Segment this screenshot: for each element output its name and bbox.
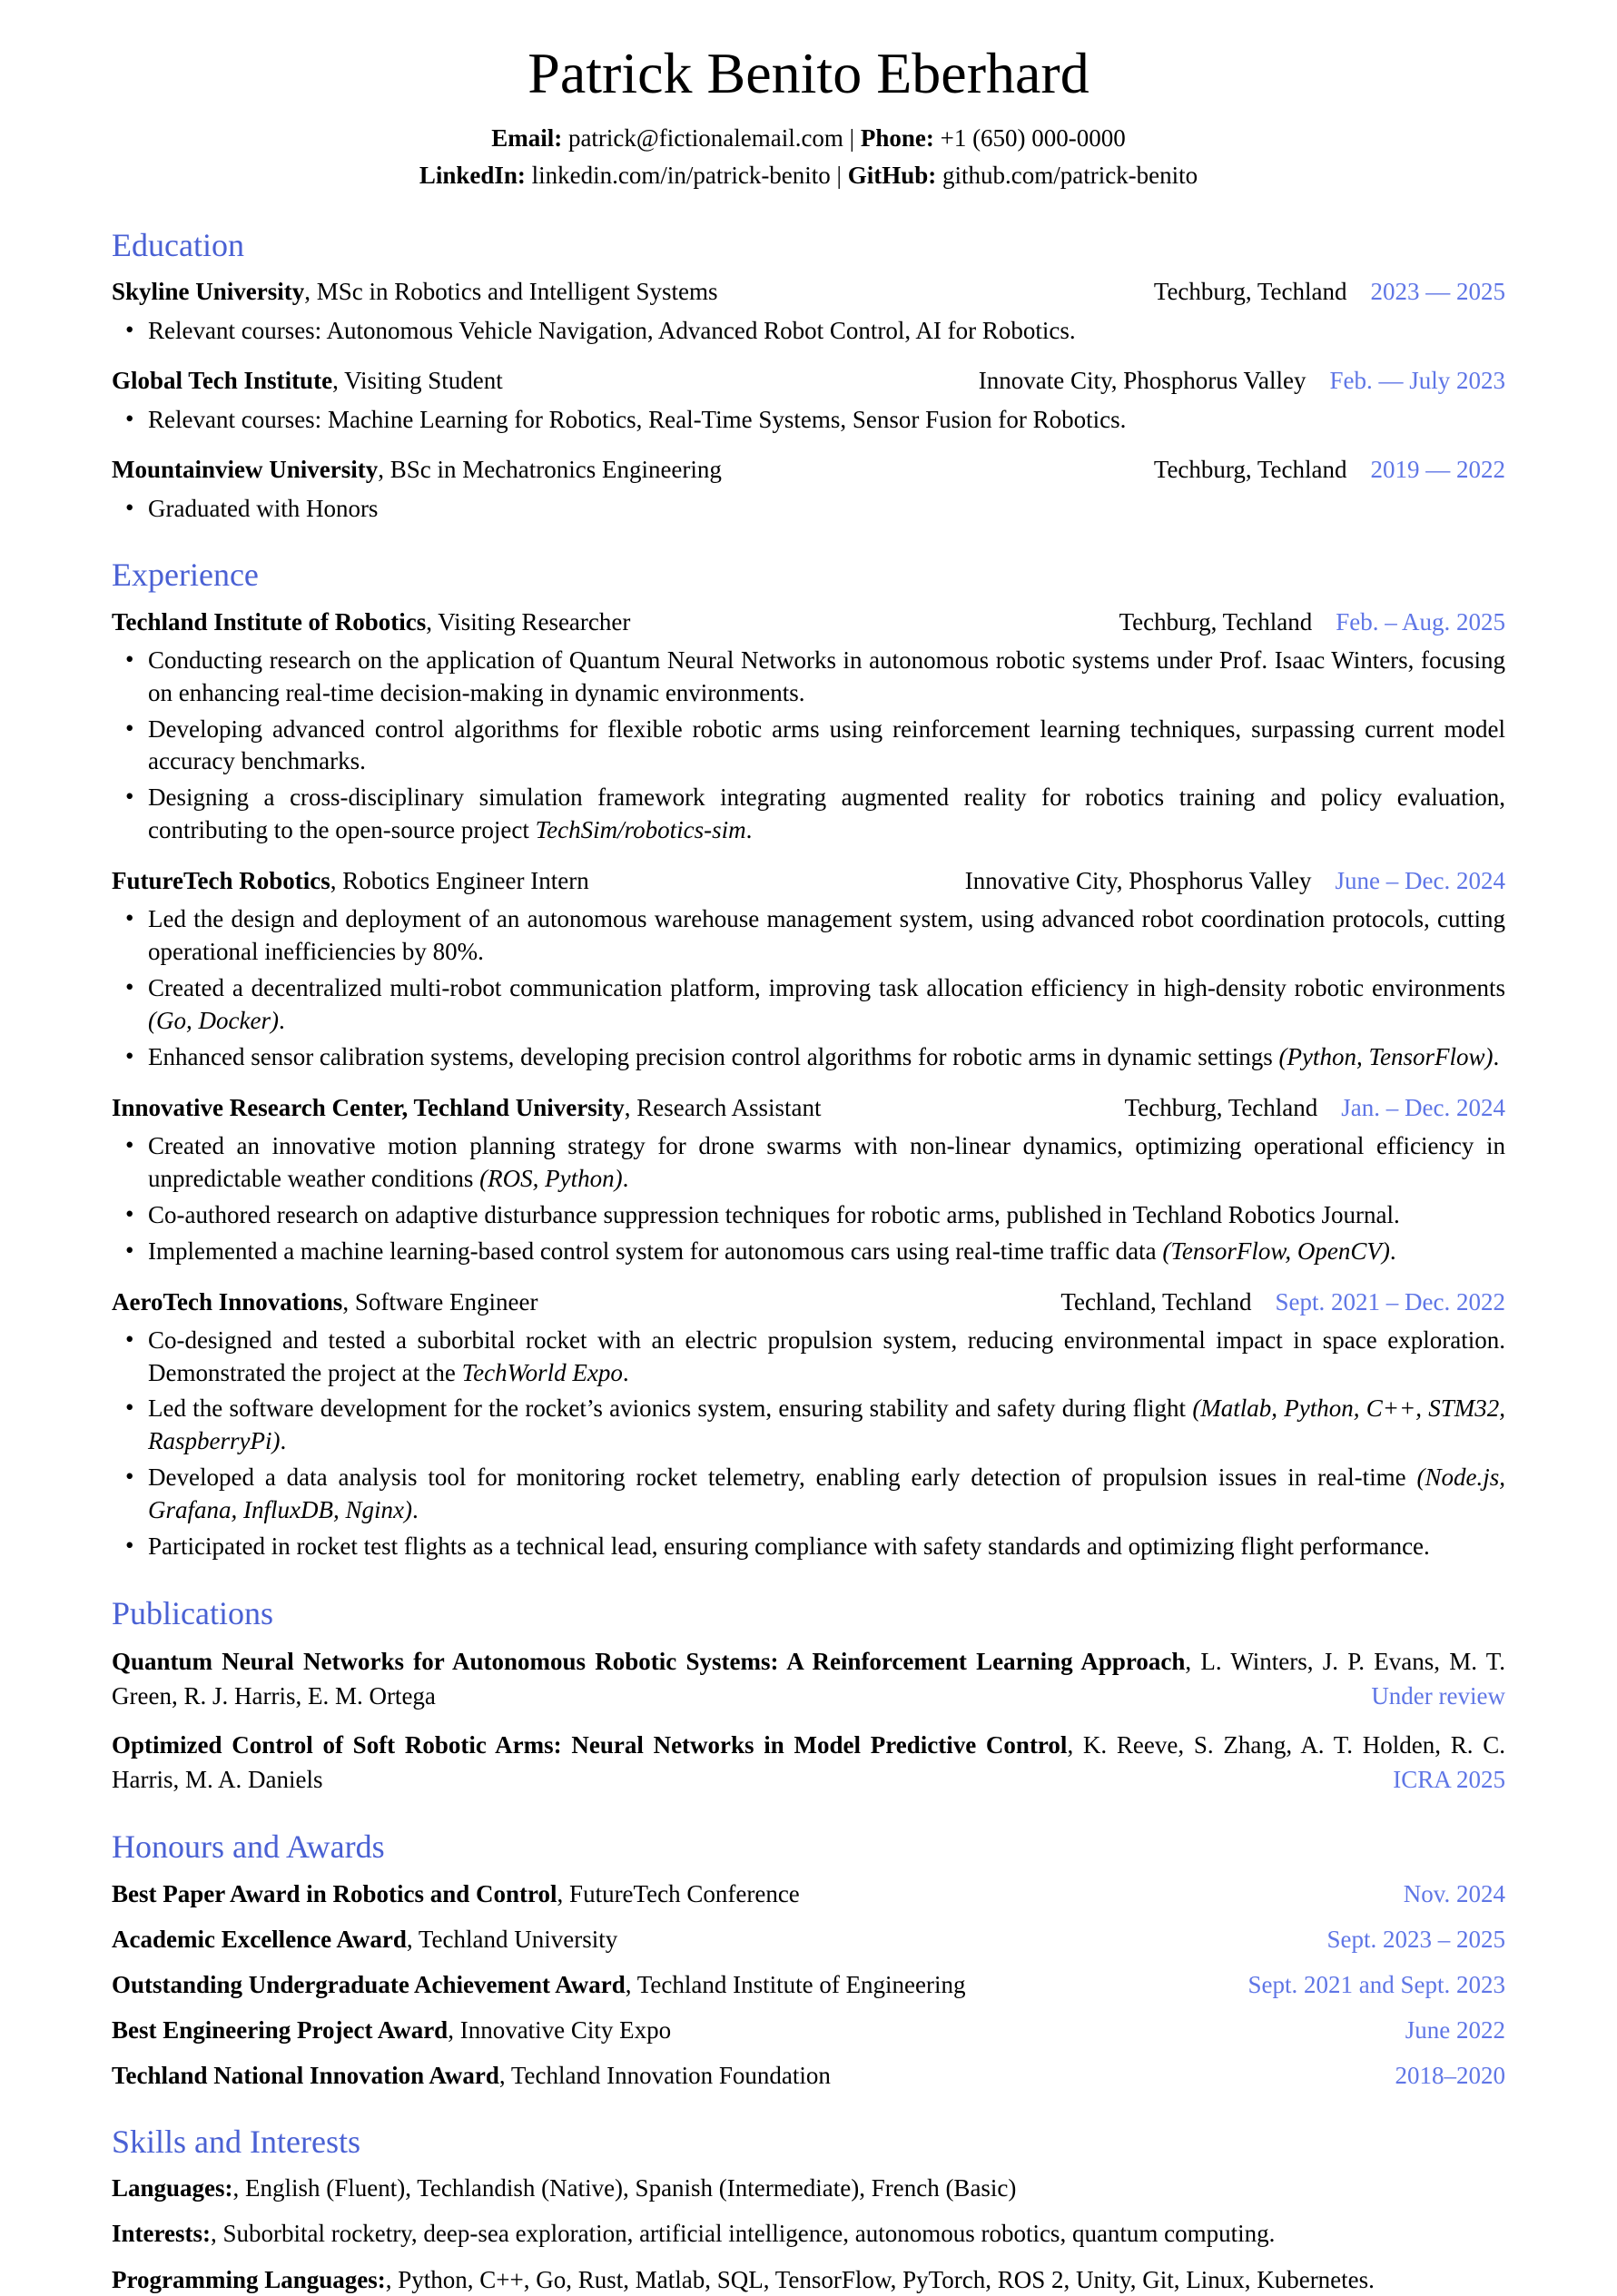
person-name: Patrick Benito Eberhard: [527, 41, 1090, 105]
entry: [112, 365, 1505, 436]
entry: [112, 865, 1505, 1074]
bullet-item: [148, 1325, 1505, 1390]
entry-header: [112, 1092, 1505, 1124]
text: Graduated with Honors: [148, 494, 379, 522]
section-awards: [112, 1828, 1505, 2092]
text: , Research Assistant: [624, 1093, 822, 1121]
bullet-item: [148, 972, 1505, 1038]
entry: [112, 1286, 1505, 1563]
entry: [112, 454, 1505, 525]
text: , Techland Institute of Engineering: [625, 1970, 966, 1998]
bullet-item: [148, 714, 1505, 779]
italic-text: (TensorFlow, OpenCV): [1162, 1237, 1390, 1265]
bullet-list: [112, 315, 1505, 348]
bullet-item: [148, 1393, 1505, 1458]
italic-text: (Matlab, Python, C++, STM32, RaspberryPi): [148, 1394, 1505, 1455]
award-date: Sept. 2021 and Sept. 2023: [1247, 1970, 1505, 1998]
bold-text: Phone:: [860, 123, 934, 152]
section-experience: [112, 556, 1505, 1563]
bullet-item: [148, 1041, 1505, 1074]
text: Created a decentralized multi-robot communication platform, improving task allocation efficiency in high-density robotic environments: [148, 974, 1505, 1002]
bold-text: LinkedIn:: [419, 162, 526, 190]
award-row: [112, 1878, 1505, 1910]
award-title: [112, 1878, 1385, 1910]
entry-header: [112, 365, 1505, 397]
publication: [112, 1644, 1505, 1714]
entry-location: Techburg, Techland: [1153, 456, 1347, 484]
section-publications: [112, 1594, 1505, 1798]
bold-text: Academic Excellence Award: [112, 1925, 407, 1953]
bold-text: Best Engineering Project Award: [112, 2015, 449, 2044]
section-heading-skills: Skills and Interests: [112, 2124, 360, 2161]
award-row: [112, 1924, 1505, 1956]
award-date: Nov. 2024: [1403, 1879, 1505, 1907]
section-skills: [112, 2123, 1505, 2295]
bullet-list: [112, 903, 1505, 1074]
text: Created an innovative motion planning strategy for drone swarms with non-linear dynamics, optimizing operational efficiency in unpredictable weather conditions: [148, 1131, 1505, 1192]
bold-text: Optimized Control of Soft Robotic Arms: Neural Networks in Model Predictive Control: [112, 1730, 1068, 1759]
italic-text: (Go, Docker): [148, 1007, 279, 1034]
entry-meta: [979, 365, 1505, 397]
contact-line-email-phone: [112, 120, 1505, 158]
text: , Innovative City Expo: [448, 2015, 672, 2044]
bullet-item: [148, 645, 1505, 710]
award-title: [112, 1924, 1308, 1956]
award-row: [112, 2060, 1505, 2092]
text: .: [411, 1496, 419, 1524]
award-date: Sept. 2023 – 2025: [1326, 1925, 1505, 1953]
text: , Python, C++, Go, Rust, Matlab, SQL, TensorFlow, PyTorch, ROS 2, Unity, Git, Linux, Kubernetes.: [385, 2265, 1375, 2293]
section-heading-publications: Publications: [112, 1594, 273, 1631]
text: , FutureTech Conference: [557, 1879, 800, 1907]
entry-meta: [965, 865, 1505, 897]
text: Implemented a machine learning-based control system for autonomous cars using real-time traffic data: [148, 1237, 1163, 1265]
bullet-item: [148, 1130, 1505, 1196]
bold-text: Mountainview University: [112, 456, 379, 484]
entry-date: Feb. — July 2023: [1329, 367, 1505, 395]
text: .: [622, 1164, 629, 1192]
text: Conducting research on the application of Quantum Neural Networks in autonomous robotic systems under Prof. Isaac Winters, focusing on enhancing real-time decision-making in dynamic environments.: [148, 645, 1505, 706]
bullet-list: [112, 645, 1505, 847]
bold-text: Global Tech Institute: [112, 367, 333, 395]
text: Designing a cross-disciplinary simulation framework integrating augmented reality for robotics training and policy evaluation, contributing to the open-source project: [148, 783, 1505, 844]
entry-meta: [1125, 1092, 1505, 1124]
text: linkedin.com/in/patrick-benito |: [525, 162, 848, 190]
entry-title: [112, 276, 718, 308]
text: , BSc in Mechatronics Engineering: [378, 456, 722, 484]
entry-header: [112, 1286, 1505, 1318]
text: , Suborbital rocketry, deep-sea exploration, artificial intelligence, autonomous robotics, quantum computing.: [210, 2220, 1276, 2248]
text: , Visiting Researcher: [426, 607, 631, 636]
entry-header: [112, 865, 1505, 897]
italic-text: (Python, TensorFlow): [1278, 1042, 1494, 1070]
bullet-item: [148, 1236, 1505, 1268]
text: .: [622, 1358, 629, 1386]
bold-text: Email:: [491, 123, 563, 152]
entry-location: Techburg, Techland: [1119, 607, 1313, 636]
entry: [112, 1092, 1505, 1268]
entry-header: [112, 606, 1505, 638]
section-education: [112, 226, 1505, 525]
text: patrick@fictionalemail.com |: [562, 123, 861, 152]
italic-text: TechWorld Expo: [461, 1358, 623, 1386]
text: , English (Fluent), Techlandish (Native), Spanish (Intermediate), French (Basic): [232, 2174, 1017, 2202]
text: Developed a data analysis tool for monitoring rocket telemetry, enabling early detection of propulsion issues in real-time: [148, 1463, 1417, 1492]
skill-line: [112, 2173, 1505, 2204]
bold-text: Techland Institute of Robotics: [112, 607, 427, 636]
bullet-list: [112, 493, 1505, 526]
text: , Techland Innovation Foundation: [498, 2062, 831, 2090]
entry-title: [112, 365, 503, 397]
entry-title: [112, 865, 589, 897]
bullet-item: [148, 1462, 1505, 1527]
bold-text: Outstanding Undergraduate Achievement Award: [112, 1970, 626, 1998]
text: +1 (650) 000-0000: [933, 123, 1126, 152]
text: Developing advanced control algorithms for flexible robotic arms using reinforcement learning techniques, surpassing current model accuracy benchmarks.: [148, 714, 1505, 775]
bold-text: Techland National Innovation Award: [112, 2062, 499, 2090]
bullet-item: [148, 1199, 1505, 1232]
text: .: [1389, 1237, 1396, 1265]
text: .: [1493, 1042, 1500, 1070]
bold-text: Languages:: [112, 2174, 233, 2202]
text: Participated in rocket test flights as a technical lead, ensuring compliance with safety standards and optimizing flight performance.: [148, 1532, 1430, 1561]
text: Co-authored research on adaptive disturbance suppression techniques for robotic arms, published in Techland Robotics Journal.: [148, 1200, 1400, 1228]
entry-date: Sept. 2021 – Dec. 2022: [1275, 1287, 1505, 1316]
text: Relevant courses: Autonomous Vehicle Navigation, Advanced Robot Control, AI for Robotics.: [148, 316, 1076, 344]
bullet-list: [112, 1325, 1505, 1563]
entry-date: Jan. – Dec. 2024: [1341, 1093, 1505, 1121]
text: Led the software development for the rocket’s avionics system, ensuring stability and safety during flight: [148, 1394, 1193, 1423]
entry-location: Innovate City, Phosphorus Valley: [978, 367, 1306, 395]
text: , L. Winters, J. P. Evans, M. T. Green, R. J. Harris, E. M. Ortega: [112, 1648, 1505, 1710]
text: .: [278, 1007, 285, 1034]
entry-date: Feb. – Aug. 2025: [1336, 607, 1505, 636]
italic-text: (Node.js, Grafana, InfluxDB, Nginx): [148, 1463, 1505, 1524]
entry-meta: [1154, 276, 1505, 308]
entry-title: [112, 454, 722, 486]
entry-location: Techland, Techland: [1060, 1287, 1252, 1316]
section-heading-education: Education: [112, 227, 244, 264]
award-title: [112, 1969, 1230, 2001]
entry-meta: [1060, 1286, 1505, 1318]
skill-line: [112, 2218, 1505, 2250]
award-row: [112, 2015, 1505, 2046]
text: , K. Reeve, S. Zhang, A. T. Holden, R. C. Harris, M. A. Daniels: [112, 1730, 1505, 1794]
entry: [112, 606, 1505, 848]
publication: [112, 1728, 1505, 1798]
text: , Software Engineer: [342, 1287, 538, 1316]
bullet-item: [148, 1531, 1505, 1563]
entry-meta: [1154, 454, 1505, 486]
bold-text: Innovative Research Center, Techland University: [112, 1093, 625, 1121]
sections: [112, 226, 1505, 2295]
section-heading-experience: Experience: [112, 557, 259, 594]
text: , MSc in Robotics and Intelligent Systems: [304, 278, 718, 306]
resume-header: [112, 40, 1505, 195]
text: .: [280, 1427, 287, 1455]
entry-header: [112, 454, 1505, 486]
text: , Visiting Student: [332, 367, 503, 395]
publication-status: Under review: [1371, 1682, 1505, 1710]
text: Relevant courses: Machine Learning for Robotics, Real-Time Systems, Sensor Fusion for Robotics.: [148, 405, 1127, 433]
bold-text: Quantum Neural Networks for Autonomous Robotic Systems: A Reinforcement Learning Approach: [112, 1648, 1186, 1676]
bullet-item: [148, 782, 1505, 847]
bullet-item: [148, 404, 1505, 437]
bullet-list: [112, 404, 1505, 437]
entry-location: Techburg, Techland: [1124, 1093, 1318, 1121]
entry-title: [112, 1286, 537, 1318]
text: Co-designed and tested a suborbital rocket with an electric propulsion system, reducing environmental impact in space exploration. Demonstrated the project at the: [148, 1325, 1505, 1386]
text: .: [745, 816, 753, 844]
entry-header: [112, 276, 1505, 308]
award-date: June 2022: [1405, 2015, 1505, 2044]
entry-date: 2019 — 2022: [1370, 456, 1505, 484]
bold-text: Skyline University: [112, 278, 305, 306]
entry-title: [112, 1092, 821, 1124]
entry-meta: [1119, 606, 1505, 638]
bullet-item: [148, 315, 1505, 348]
italic-text: (ROS, Python): [479, 1164, 623, 1192]
bold-text: FutureTech Robotics: [112, 867, 330, 895]
text: , Robotics Engineer Intern: [330, 867, 589, 895]
bullet-item: [148, 493, 1505, 526]
bullet-item: [148, 903, 1505, 969]
entry-title: [112, 606, 630, 638]
bold-text: AeroTech Innovations: [112, 1287, 343, 1316]
entry-date: June – Dec. 2024: [1335, 867, 1505, 895]
award-date: 2018–2020: [1395, 2062, 1505, 2090]
publication-status: ICRA 2025: [1393, 1766, 1505, 1794]
award-row: [112, 1969, 1505, 2001]
entry: [112, 276, 1505, 347]
bold-text: Best Paper Award in Robotics and Control: [112, 1879, 557, 1907]
contact-line-linkedin-github: [112, 157, 1505, 195]
award-title: [112, 2060, 1377, 2092]
bold-text: GitHub:: [847, 162, 937, 190]
italic-text: TechSim/robotics-sim: [535, 816, 746, 844]
award-title: [112, 2015, 1387, 2046]
entry-date: 2023 — 2025: [1370, 278, 1505, 306]
bold-text: Interests:: [112, 2220, 211, 2248]
section-heading-awards: Honours and Awards: [112, 1828, 385, 1866]
skill-line: [112, 2264, 1505, 2296]
bullet-list: [112, 1130, 1505, 1268]
text: Enhanced sensor calibration systems, developing precision control algorithms for robotic arms in dynamic settings: [148, 1042, 1279, 1070]
text: , Techland University: [406, 1925, 618, 1953]
bold-text: Programming Languages:: [112, 2265, 386, 2293]
text: github.com/patrick-benito: [936, 162, 1198, 190]
text: Led the design and deployment of an autonomous warehouse management system, using advanced robot coordination protocols, cutting operational inefficiencies by 80%.: [148, 905, 1505, 966]
entry-location: Innovative City, Phosphorus Valley: [964, 867, 1312, 895]
entry-location: Techburg, Techland: [1153, 278, 1347, 306]
